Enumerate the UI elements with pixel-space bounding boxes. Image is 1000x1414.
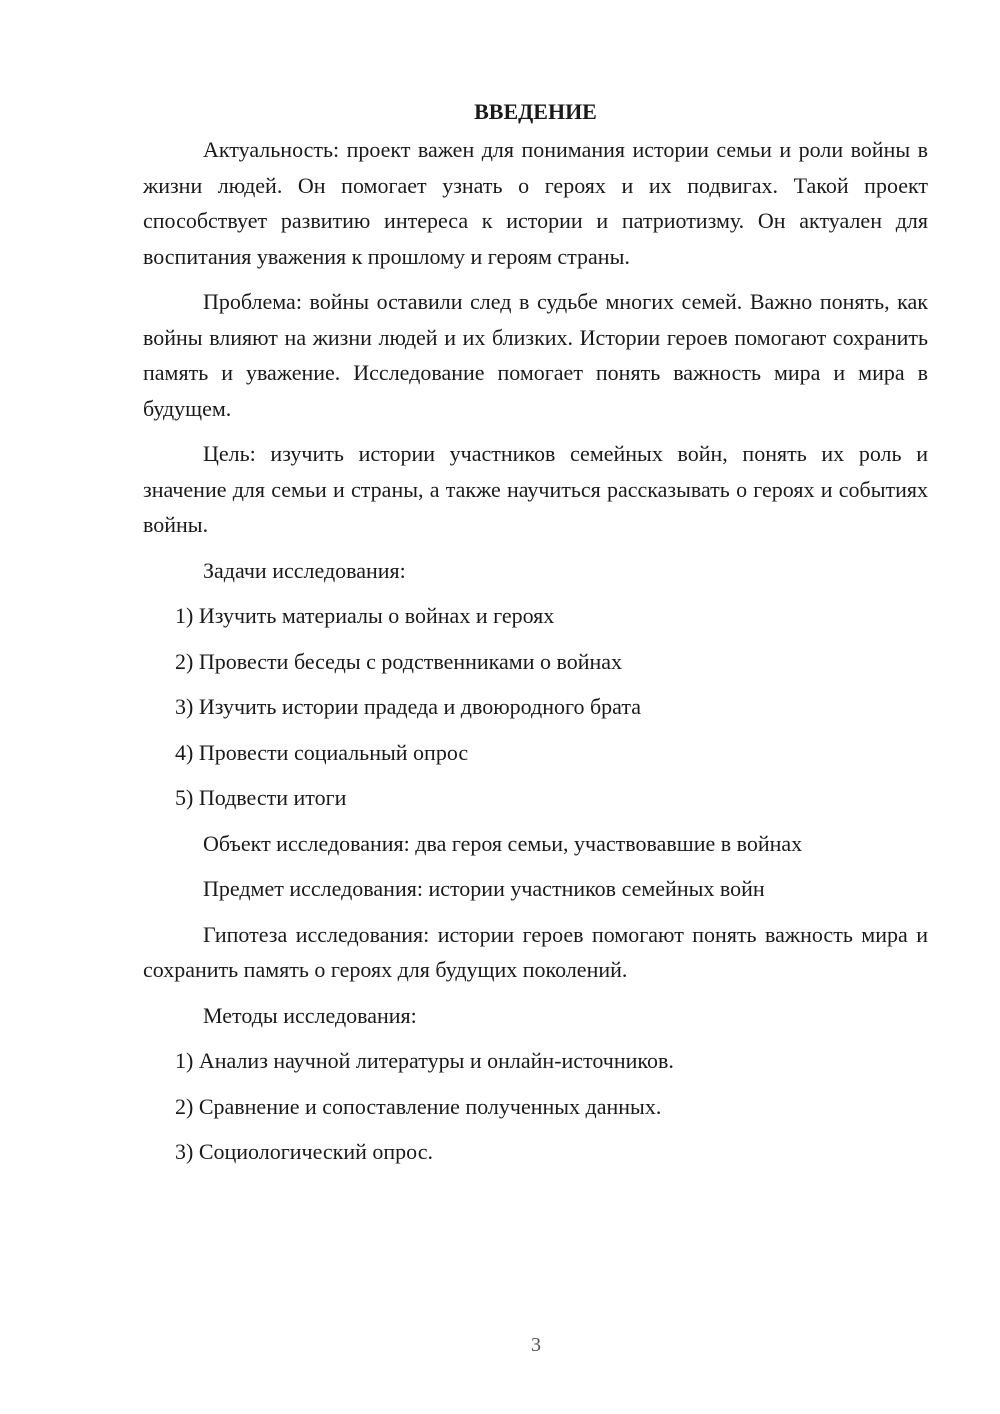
task-item-3: 3) Изучить истории прадеда и двоюродного брата [175,694,641,719]
task-item-1: 1) Изучить материалы о войнах и героях [175,603,555,628]
method-item-2: 2) Сравнение и сопоставление полученных данных. [175,1093,662,1119]
method-item-1: 1) Анализ научной литературы и онлайн-источников. [175,1048,674,1073]
methods-heading: Методы исследования: [203,1002,417,1028]
task-item-4: 4) Провести социальный опрос [175,739,469,765]
tasks-heading: Задачи исследования: [203,557,406,583]
problem-paragraph: Проблема: войны оставили след в судьбе многих семей. Важно понять, как войны влияют на жизни людей и их близких. Истории героев помогают сохранить память и уважение. Исследование помогает понять важность мира и мира в будущем. [143,289,928,421]
task-item-5: 5) Подвести итоги [175,785,347,810]
method-item-3: 3) Социологический опрос. [175,1139,433,1164]
page-number: 3 [531,1334,541,1356]
page-content [143,94,928,1180]
relevance-paragraph: Актуальность: проект важен для понимания истории семьи и роли войны в жизни людей. Он помогает узнать о героях и их подвигах. Такой проект способствует развитию интереса к истории и патриотизму. Он актуален для воспитания уважения к прошлому и героям страны. [143,137,928,269]
task-item-2: 2) Провести беседы с родственниками о войнах [175,648,623,674]
goal-paragraph: Цель: изучить истории участников семейных войн, понять их роль и значение для семьи и страны, а также научиться рассказывать о героях и событиях войны. [143,441,928,537]
hypothesis-paragraph: Гипотеза исследования: истории героев помогают понять важность мира и сохранить память о героях для будущих поколений. [143,921,928,982]
section-title: ВВЕДЕНИЕ [474,99,597,124]
research-subject: Предмет исследования: истории участников семейных войн [203,876,765,901]
research-object: Объект исследования: два героя семьи, участвовавшие в войнах [203,830,803,856]
